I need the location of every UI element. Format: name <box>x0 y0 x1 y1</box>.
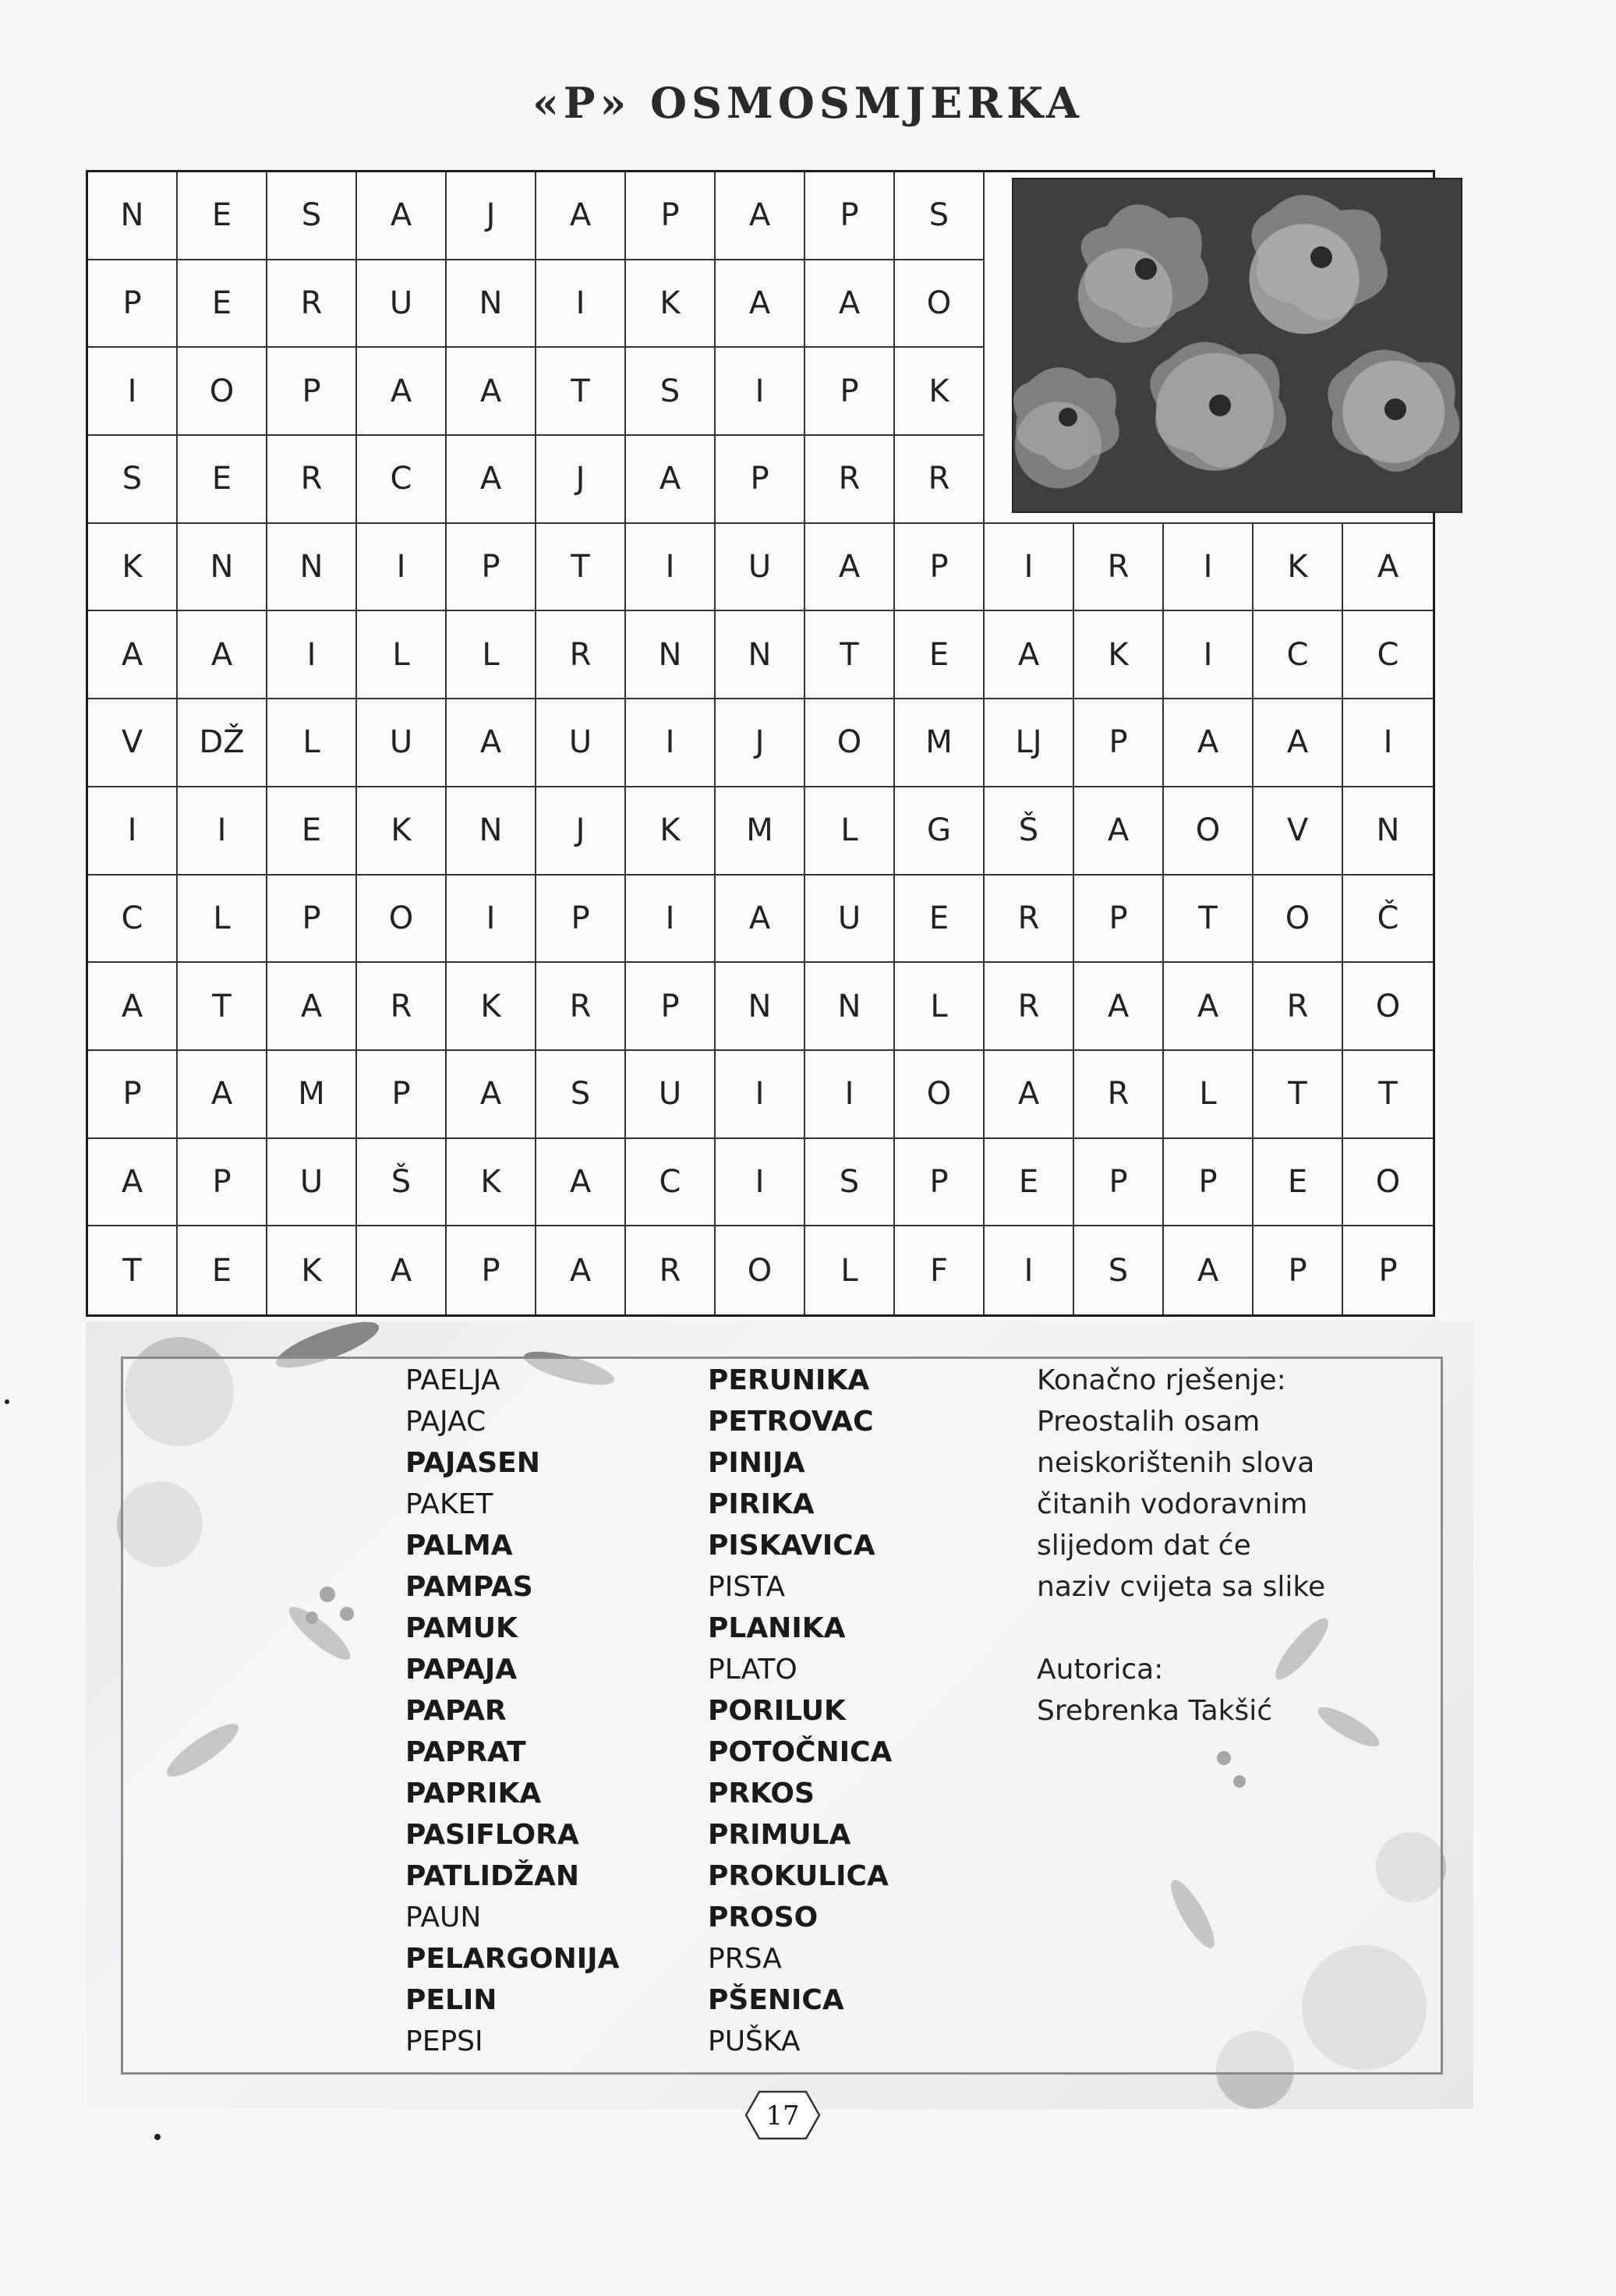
grid-cell: N <box>716 611 805 699</box>
grid-cell: J <box>536 787 626 876</box>
grid-cell: L <box>178 876 267 964</box>
scan-mark <box>5 1399 9 1404</box>
grid-cell: P <box>1074 699 1164 787</box>
grid-cell: A <box>805 260 895 348</box>
grid-cell: C <box>88 876 178 964</box>
grid-cell: T <box>805 611 895 699</box>
word-item: PRKOS <box>708 1778 815 1810</box>
grid-cell: K <box>447 963 536 1051</box>
word-item: PAJASEN <box>405 1447 540 1479</box>
grid-cell: A <box>536 1226 626 1314</box>
word-item: PASIFLORA <box>405 1819 579 1851</box>
grid-cell: A <box>716 172 805 260</box>
flower-photo-graphic <box>1013 179 1461 511</box>
grid-cell: N <box>267 524 357 612</box>
grid-cell: P <box>178 1139 267 1227</box>
grid-cell: S <box>536 1051 626 1139</box>
solution-note <box>1037 1360 1325 1732</box>
grid-cell: R <box>1254 963 1343 1051</box>
grid-cell: N <box>626 611 716 699</box>
grid-cell: E <box>895 876 985 964</box>
grid-cell: P <box>805 348 895 436</box>
grid-cell: R <box>536 963 626 1051</box>
grid-cell: U <box>536 699 626 787</box>
grid-cell: N <box>805 963 895 1051</box>
grid-cell: M <box>267 1051 357 1139</box>
grid-cell: A <box>1074 787 1164 876</box>
grid-cell: C <box>357 436 447 524</box>
word-item: PAKET <box>405 1488 493 1520</box>
grid-cell: R <box>895 436 985 524</box>
grid-cell: I <box>716 1051 805 1139</box>
page-number-text: 17 <box>766 2100 800 2131</box>
grid-cell: E <box>985 1139 1074 1227</box>
grid-cell: T <box>88 1226 178 1314</box>
grid-cell: A <box>985 1051 1074 1139</box>
solution-line: slijedom dat će <box>1037 1530 1251 1562</box>
word-item: PŠENICA <box>708 1984 844 2016</box>
grid-cell: I <box>626 524 716 612</box>
page-number <box>744 2089 822 2141</box>
grid-cell: A <box>1164 699 1254 787</box>
grid-cell: K <box>1254 524 1343 612</box>
grid-cell: E <box>178 172 267 260</box>
grid-cell: E <box>178 1226 267 1314</box>
grid-cell: E <box>178 436 267 524</box>
grid-cell: L <box>805 1226 895 1314</box>
word-item: PAJAC <box>405 1406 486 1438</box>
grid-cell: P <box>1254 1226 1343 1314</box>
grid-cell: A <box>88 1139 178 1227</box>
grid-cell: P <box>895 524 985 612</box>
grid-cell: K <box>88 524 178 612</box>
grid-cell: U <box>357 699 447 787</box>
grid-cell: A <box>447 699 536 787</box>
grid-cell: T <box>1254 1051 1343 1139</box>
grid-cell: I <box>536 260 626 348</box>
word-list-left <box>405 1360 619 2062</box>
solution-line: čitanih vodoravnim <box>1037 1488 1308 1520</box>
grid-cell: P <box>447 524 536 612</box>
word-item: PALMA <box>405 1530 513 1562</box>
grid-cell: R <box>267 260 357 348</box>
word-item: PLANIKA <box>708 1612 846 1644</box>
grid-cell: A <box>88 963 178 1051</box>
grid-cell: P <box>357 1051 447 1139</box>
word-item: PAUN <box>405 1902 482 1933</box>
grid-cell: L <box>447 611 536 699</box>
grid-cell: I <box>267 611 357 699</box>
grid-cell: R <box>1074 524 1164 612</box>
grid-cell: K <box>357 787 447 876</box>
grid-cell: I <box>716 348 805 436</box>
grid-cell: T <box>536 524 626 612</box>
grid-cell: A <box>357 172 447 260</box>
word-item: PLATO <box>708 1654 797 1686</box>
grid-cell: E <box>267 787 357 876</box>
grid-cell: K <box>447 1139 536 1227</box>
grid-cell: P <box>447 1226 536 1314</box>
grid-cell: A <box>88 611 178 699</box>
word-item: PELIN <box>405 1984 497 2016</box>
grid-cell: P <box>88 260 178 348</box>
grid-cell: U <box>357 260 447 348</box>
word-item: PRIMULA <box>708 1819 851 1851</box>
solution-line: Konačno rješenje: <box>1037 1364 1286 1396</box>
grid-cell: U <box>716 524 805 612</box>
grid-cell: A <box>447 436 536 524</box>
grid-cell: A <box>1254 699 1343 787</box>
grid-cell: R <box>536 611 626 699</box>
grid-cell: P <box>267 348 357 436</box>
grid-cell: I <box>1164 611 1254 699</box>
grid-cell: T <box>1343 1051 1433 1139</box>
grid-cell: I <box>1164 524 1254 612</box>
grid-cell: N <box>88 172 178 260</box>
word-list-right <box>708 1360 892 2062</box>
word-item: PAPAR <box>405 1695 507 1727</box>
grid-cell: P <box>267 876 357 964</box>
word-item: PISKAVICA <box>708 1530 875 1562</box>
word-item: PELARGONIJA <box>405 1943 620 1975</box>
scan-mark <box>154 2134 161 2140</box>
grid-cell: R <box>626 1226 716 1314</box>
grid-cell: K <box>626 787 716 876</box>
grid-cell: A <box>1343 524 1433 612</box>
page-title: «P» OSMOSMJERKA <box>532 78 1084 128</box>
grid-cell: S <box>88 436 178 524</box>
grid-cell: A <box>447 1051 536 1139</box>
grid-cell: T <box>1164 876 1254 964</box>
word-item: PROKULICA <box>708 1860 889 1892</box>
grid-cell: A <box>1164 1226 1254 1314</box>
word-item: PINIJA <box>708 1447 805 1479</box>
grid-cell: T <box>536 348 626 436</box>
grid-cell: J <box>536 436 626 524</box>
grid-cell: F <box>895 1226 985 1314</box>
author-label: Autorica: <box>1037 1654 1164 1686</box>
grid-cell: E <box>1254 1139 1343 1227</box>
word-item: PAPRIKA <box>405 1778 542 1810</box>
grid-cell: S <box>626 348 716 436</box>
grid-cell: O <box>357 876 447 964</box>
grid-cell: O <box>716 1226 805 1314</box>
grid-cell: O <box>1343 1139 1433 1227</box>
grid-cell: L <box>1164 1051 1254 1139</box>
word-item: PISTA <box>708 1571 785 1603</box>
grid-cell: A <box>178 611 267 699</box>
word-item: PAMPAS <box>405 1571 533 1603</box>
word-item: PATLIDŽAN <box>405 1860 580 1892</box>
grid-cell: I <box>626 699 716 787</box>
grid-cell: P <box>716 436 805 524</box>
grid-cell: I <box>716 1139 805 1227</box>
grid-cell: O <box>895 260 985 348</box>
grid-cell: O <box>1254 876 1343 964</box>
grid-cell: S <box>895 172 985 260</box>
word-item: PROSO <box>708 1902 819 1933</box>
word-item: PORILUK <box>708 1695 846 1727</box>
grid-cell: A <box>447 348 536 436</box>
grid-cell: R <box>985 876 1074 964</box>
grid-cell: P <box>1164 1139 1254 1227</box>
petunia-flower-photo <box>1012 178 1462 513</box>
grid-cell: M <box>895 699 985 787</box>
grid-cell: O <box>1164 787 1254 876</box>
grid-cell: L <box>805 787 895 876</box>
grid-cell: P <box>895 1139 985 1227</box>
grid-cell: O <box>1343 963 1433 1051</box>
word-item: PEPSI <box>405 2025 483 2057</box>
grid-cell: Č <box>1343 876 1433 964</box>
grid-cell: U <box>805 876 895 964</box>
grid-cell: R <box>1074 1051 1164 1139</box>
grid-cell: R <box>267 436 357 524</box>
author-name: Srebrenka Takšić <box>1037 1695 1273 1727</box>
word-item: PETROVAC <box>708 1406 874 1438</box>
grid-cell: A <box>357 1226 447 1314</box>
word-item: PRSA <box>708 1943 782 1975</box>
grid-cell: S <box>267 172 357 260</box>
grid-cell: Š <box>985 787 1074 876</box>
word-item: PUŠKA <box>708 2025 801 2057</box>
grid-cell: I <box>626 876 716 964</box>
grid-cell: A <box>357 348 447 436</box>
grid-cell: V <box>1254 787 1343 876</box>
grid-cell: J <box>716 699 805 787</box>
grid-cell: E <box>178 260 267 348</box>
grid-cell: A <box>536 1139 626 1227</box>
grid-cell: O <box>178 348 267 436</box>
grid-cell: U <box>267 1139 357 1227</box>
grid-cell: P <box>1378 1252 1398 1289</box>
grid-cell: J <box>447 172 536 260</box>
grid-cell: I <box>805 1051 895 1139</box>
grid-cell: M <box>716 787 805 876</box>
grid-cell: A <box>626 436 716 524</box>
grid-cell: U <box>626 1051 716 1139</box>
grid-cell: C <box>1343 611 1433 699</box>
grid-cell: P <box>536 876 626 964</box>
grid-cell: E <box>895 611 985 699</box>
grid-cell: Š <box>357 1139 447 1227</box>
grid-cell: K <box>626 260 716 348</box>
grid-cell: L <box>267 699 357 787</box>
grid-cell: I <box>357 524 447 612</box>
grid-cell: L <box>895 963 985 1051</box>
grid-cell: I <box>985 524 1074 612</box>
grid-cell: P <box>88 1051 178 1139</box>
grid-cell: A <box>716 260 805 348</box>
solution-line: Preostalih osam <box>1037 1406 1261 1438</box>
grid-cell: A <box>267 963 357 1051</box>
grid-cell: R <box>805 436 895 524</box>
grid-cell: R <box>985 963 1074 1051</box>
grid-cell: O <box>805 699 895 787</box>
grid-cell: A <box>716 876 805 964</box>
word-item: PERUNIKA <box>708 1364 870 1396</box>
grid-cell: I <box>447 876 536 964</box>
grid-cell: LJ <box>985 699 1074 787</box>
word-item: PAPAJA <box>405 1654 518 1686</box>
grid-cell: V <box>88 699 178 787</box>
grid-cell: K <box>267 1226 357 1314</box>
grid-cell: N <box>1343 787 1433 876</box>
grid-cell: A <box>178 1051 267 1139</box>
grid-cell: A <box>536 172 626 260</box>
grid-cell: L <box>357 611 447 699</box>
grid-cell: N <box>447 787 536 876</box>
word-item: PAELJA <box>405 1364 500 1396</box>
grid-cell: S <box>805 1139 895 1227</box>
grid-cell: O <box>895 1051 985 1139</box>
grid-cell: P <box>626 963 716 1051</box>
grid-cell: P <box>805 172 895 260</box>
grid-cell: C <box>1254 611 1343 699</box>
grid-cell: P <box>1074 1139 1164 1227</box>
grid-cell: N <box>178 524 267 612</box>
grid-cell: I <box>178 787 267 876</box>
grid-cell: N <box>447 260 536 348</box>
grid-cell: A <box>1164 963 1254 1051</box>
grid-cell: I <box>88 787 178 876</box>
grid-cell: T <box>178 963 267 1051</box>
word-item: PIRIKA <box>708 1488 815 1520</box>
grid-cell: A <box>805 524 895 612</box>
solution-line: naziv cvijeta sa slike <box>1037 1571 1326 1603</box>
grid-cell: I <box>985 1226 1074 1314</box>
word-item: PAMUK <box>405 1612 518 1644</box>
word-item: POTOČNICA <box>708 1736 893 1768</box>
grid-cell: R <box>357 963 447 1051</box>
grid-cell: DŽ <box>178 699 267 787</box>
grid-cell: P <box>1074 876 1164 964</box>
grid-cell: K <box>895 348 985 436</box>
grid-cell: A <box>1074 963 1164 1051</box>
grid-cell: P <box>626 172 716 260</box>
grid-cell: K <box>1074 611 1164 699</box>
grid-cell: G <box>895 787 985 876</box>
word-item: PAPRAT <box>405 1736 526 1768</box>
solution-line: neiskorištenih slova <box>1037 1447 1315 1479</box>
grid-cell: I <box>1343 699 1433 787</box>
grid-cell: N <box>716 963 805 1051</box>
grid-cell: C <box>626 1139 716 1227</box>
grid-cell: A <box>985 611 1074 699</box>
grid-cell: I <box>88 348 178 436</box>
grid-cell: S <box>1074 1226 1164 1314</box>
